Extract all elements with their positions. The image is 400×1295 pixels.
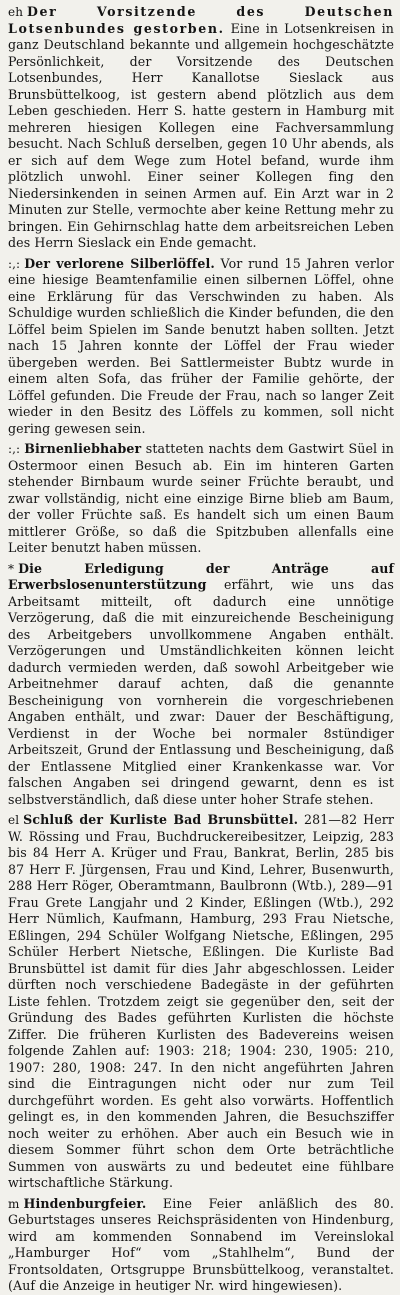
article-silberloeffel: [8, 256, 394, 438]
article-hindenburgfeier: [8, 1196, 394, 1295]
article-headline: Der Vorsitzende des Deutschen Lotsenbundes gestorben.: [8, 4, 394, 36]
article-birnenliebhaber: [8, 441, 394, 557]
article-kurliste: [8, 812, 394, 1192]
article-body: statteten nachts dem Gastwirt Süel in Ostermoor einen Besuch ab. Ein im hinteren Garten stehender Birnbaum wurde seiner Früchte beraubt, und zwar vollständig, nicht eine einzige Birne blieb am Baum, der voller Früchte saß. Es handelt sich um einen Baum mittlerer Größe, so daß die Spitzbuben allenfalls eine Leiter benutzt haben müssen.: [8, 441, 394, 555]
article-headline: Hindenburgfeier.: [23, 1195, 147, 1211]
article-body: 281—82 Herr W. Rössing und Frau, Buchdruckereibesitzer, Leipzig, 283 bis 84 Herr A. Krüger und Frau, Bankrat, Berlin, 285 bis 87 Herr F. Jürgensen, Frau und Kind, Lehrer, Busenwurth, 288 Herr Röger, Oberamtmann, Baulbronn (Wtb.), 289—91 Frau Grete Langjahr und 2 Kinder, Eßlingen (Wtb.), 292 Herr Nümlich, Kaufmann, Hamburg, 293 Frau Nietsche, Eßlingen, 294 Schüler Wolfgang Nietsche, Eßlingen, 295 Schüler Herbert Nietsche, Eßlingen. Die Kurliste Bad Brunsbüttel ist damit für dies Jahr abgeschlossen. Leider dürften noch verschiedene Badegäste in der geführten Liste fehlen. Trotzdem zeigt sie gegenüber den, seit der Gründung des Bades geführten Kurlisten die höchste Ziffer. Die früheren Kurlisten des Badevereins weisen folgende Zahlen auf: 1903: 218; 1904: 230, 1905: 210, 1907: 280, 1908: 247. In den nicht angeführten Jahren sind die Eintragungen nicht oder nur zum Teil durchgeführt worden. Es geht also vorwärts. Hoffentlich gelingt es, in den kommenden Jahren, die Besuchsziffer noch weiter zu erhöhen. Aber auch ein Besuch wie in diesem Sommer führt schon dem Orte beträchtliche Summen von auswärts zu und bedeutet eine fühlbare wirtschaftliche Stärkung.: [8, 812, 395, 1190]
article-headline: Die Erledigung der Anträge auf Erwerbslosenunterstützung: [8, 560, 394, 592]
article-body: erfährt, wie uns das Arbeitsamt mitteilt, oft dadurch eine unnötige Verzögerung, daß die mit einzureichende Bescheinigung des Arbeitgebers unvollkommene Angaben enthält. Verzögerungen und Umständlichkeiten können leicht dadurch vermieden werden, daß sowohl Arbeitgeber wie Arbeitnehmer darauf achten, daß die genannte Bescheinigung von vornherein die vorgeschriebenen Angaben enthält, und zwar: Dauer der Beschäftigung, Verdienst in der Woche bei normaler 8stündiger Arbeitszeit, Grund der Entlassung und Bescheinigung, daß der Entlassene Mitglied einer Krankenkasse war. Vor falschen Angaben sei dringend gewarnt, denn es ist selbstverständlich, daß diese unter hoher Strafe stehen.: [8, 577, 394, 807]
article-marker: *: [8, 561, 15, 576]
article-lotsenbund: [8, 4, 394, 252]
article-marker: eh: [8, 5, 24, 19]
article-body: Eine Feier anläßlich des 80. Geburtstages unseres Reichspräsidenten von Hindenburg, wird am kommenden Sonnabend im Vereinslokal „Hamburger Hof“ vom „Stahlhelm“, Bund der Frontsoldaten, Ortsgruppe Brunsbüttelkoog, veranstaltet. (Auf die Anzeige in heutiger Nr. wird hingewiesen).: [8, 1195, 394, 1293]
article-erwerbslosenunterstuetzung: [8, 561, 394, 809]
article-marker: el: [8, 813, 20, 827]
article-body: Eine in Lotsenkreisen in ganz Deutschland bekannte und allgemein hochgeschätzte Persönlichkeit, der Vorsitzende des Deutschen Lotsenbundes, Herr Kanallotse Sieslack aus Brunsbüttelkoog, ist gestern abend plötzlich aus dem Leben geschieden. Herr S. hatte gestern in Hamburg mit mehreren hiesigen Kollegen eine Fachversammlung besucht. Nach Schluß derselben, gegen 10 Uhr abends, als er sich auf dem Wege zum Hotel befand, wurde ihm plötzlich unwohl. Einer seiner Kollegen fing den Niedersinkenden in seinen Armen auf. Ein Arzt war in 2 Minuten zur Stelle, vermochte aber keine Rettung mehr zu bringen. Ein Gehirnschlag hatte dem arbeitsreichen Leben des Herrn Sieslack ein Ende gemacht.: [8, 20, 394, 250]
article-headline: Birnenliebhaber: [24, 441, 142, 456]
article-marker: :,:: [8, 442, 21, 456]
article-headline: Der verlorene Silberlöffel.: [24, 255, 215, 271]
article-body: Vor rund 15 Jahren verlor eine hiesige Beamtenfamilie einen silbernen Löffel, ohne eine Erklärung für das Verschwinden zu haben. Als Schuldige wurden schließlich die Kinder befunden, die den Löffel beim Spielen im Sande benutzt haben sollten. Jetzt nach 15 Jahren konnte der Löffel der Frau wieder übergeben werden. Bei Sattlermeister Bubtz wurde in einem alten Sofa, das früher der Familie gehörte, der Löffel gefunden. Die Freude der Frau, nach so langer Zeit wieder in den Besitz des Löffels zu kommen, soll nicht gering gewesen sein.: [8, 255, 394, 436]
article-headline: Schluß der Kurliste Bad Brunsbüttel.: [23, 812, 299, 827]
article-marker: :,:: [8, 256, 21, 271]
article-marker: m: [8, 1196, 20, 1211]
